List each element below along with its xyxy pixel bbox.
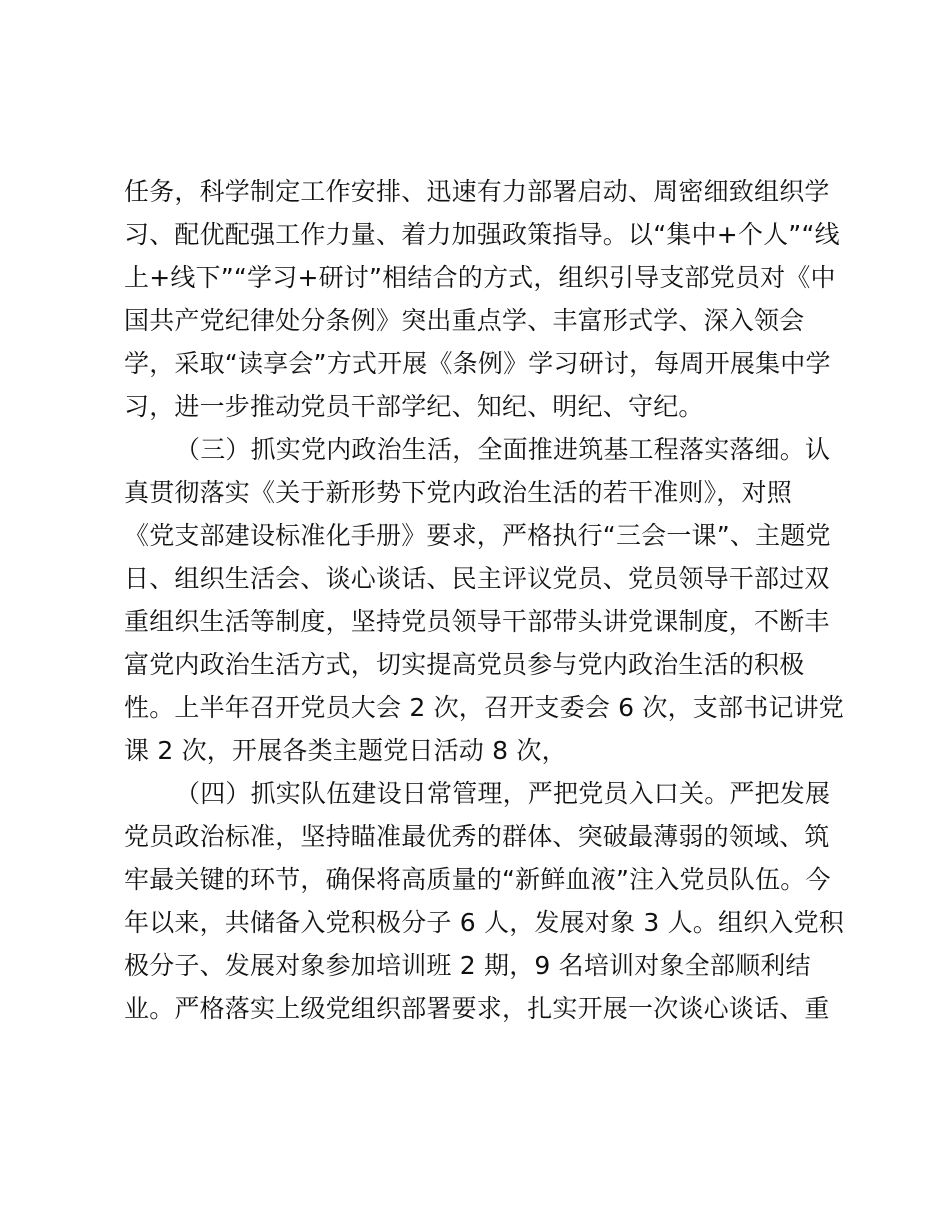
paragraph-line: 性。上半年召开党员大会 2 次，召开支委会 6 次，支部书记讲党 — [124, 693, 845, 722]
paragraph-line: 《党支部建设标准化手册》要求，严格执行“三会一课”、主题党 — [124, 521, 831, 550]
paragraph-line: 极分子、发展对象参加培训班 2 期，9 名培训对象全部顺利结 — [124, 951, 811, 980]
paragraph-line: 业。严格落实上级党组织部署要求，扎实开展一次谈心谈话、重 — [124, 994, 830, 1023]
paragraph-line: 牢最关键的环节，确保将高质量的“新鲜血液”注入党员队伍。今 — [124, 865, 831, 894]
section-heading-line: （四）抓实队伍建设日常管理，严把党员入口关。严把发展 — [175, 779, 831, 808]
paragraph-line: 习，进一步推动党员干部学纪、知纪、明纪、守纪。 — [124, 392, 704, 421]
paragraph-line: 任务，科学制定工作安排、迅速有力部署启动、周密细致组织学 — [124, 177, 830, 206]
paragraph-line: 党员政治标准，坚持瞄准最优秀的群体、突破最薄弱的领域、筑 — [124, 822, 830, 851]
paragraph-line: 课 2 次，开展各类主题党日活动 8 次， — [124, 736, 567, 765]
paragraph-line: 日、组织生活会、谈心谈话、民主评议党员、党员领导干部过双 — [124, 564, 830, 593]
paragraph-line: 真贯彻落实《关于新形势下党内政治生活的若干准则》，对照 — [124, 478, 792, 507]
paragraph-line: 习、配优配强工作力量、着力加强政策指导。以“集中+个人”“线 — [124, 220, 840, 249]
paragraph-line: 重组织生活等制度，坚持党员领导干部带头讲党课制度，不断丰 — [124, 607, 830, 636]
paragraph-line: 富党内政治生活方式，切实提高党员参与党内政治生活的积极 — [124, 650, 805, 679]
paragraph-line: 学，采取“读享会”方式开展《条例》学习研讨，每周开展集中学 — [124, 349, 831, 378]
paragraph-line: 上+线下”“学习+研讨”相结合的方式，组织引导支部党员对《中 — [124, 263, 836, 292]
paragraph-line: 国共产党纪律处分条例》突出重点学、丰富形式学、深入领会 — [124, 306, 805, 335]
section-heading-line: （三）抓实党内政治生活，全面推进筑基工程落实落细。认 — [175, 435, 831, 464]
paragraph-line: 年以来，共储备入党积极分子 6 人，发展对象 3 人。组织入党积 — [124, 908, 845, 937]
